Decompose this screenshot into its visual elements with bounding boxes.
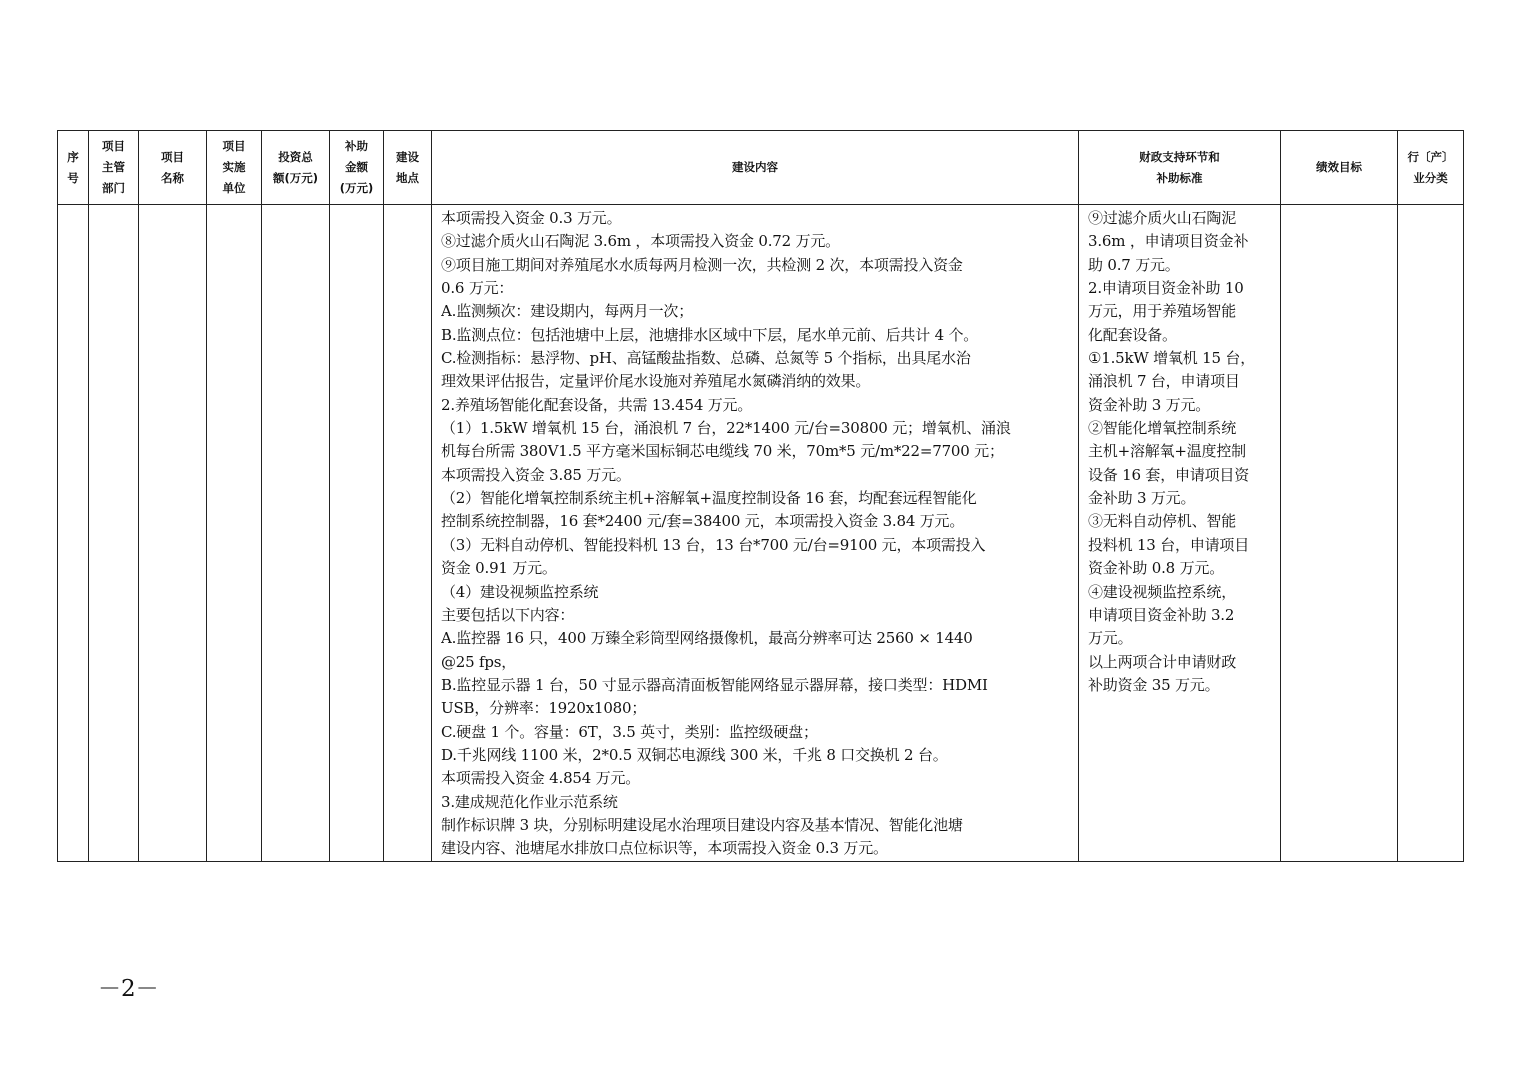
text-line: 额(万元) — [272, 170, 318, 185]
text-line: D.千兆网线 1100 米，2*0.5 双铜芯电源线 300 米，千兆 8 口交换机 2 台。 — [441, 745, 948, 764]
text-line: 控制系统控制器，16 套*2400 元/套=38400 元，本项需投入资金 3.84 万元。 — [441, 512, 965, 531]
text-line: 万元，用于养殖场智能 — [1088, 302, 1237, 321]
header-invest — [262, 131, 330, 205]
text-line: 设备 16 套，申请项目资 — [1088, 465, 1250, 484]
text-line: 建设 — [396, 149, 419, 164]
text-line: （2）智能化增氧控制系统主机+溶解氧+温度控制设备 16 套，均配套远程智能化 — [441, 489, 977, 508]
text-line: 申请项目资金补助 3.2 — [1088, 605, 1235, 624]
text-line: 资金补助 3 万元。 — [1088, 395, 1211, 414]
text-line: USB，分辨率：1920x1080； — [441, 699, 647, 718]
cell-invest — [262, 205, 330, 862]
text-line: （4）建设视频监控系统 — [441, 582, 599, 601]
text-line: 部门 — [102, 181, 125, 195]
header-site — [384, 131, 432, 205]
header-goal — [1281, 131, 1398, 205]
text-line: B.监测点位：包括池塘中上层，池塘排水区域中下层，尾水单元前、后共计 4 个。 — [441, 325, 979, 344]
text-line: 单位 — [222, 181, 246, 195]
text-line: ⑨过滤介质火山石陶泥 — [1088, 209, 1237, 227]
text-line: 3.建成规范化作业示范系统 — [441, 792, 618, 811]
finance-support-text — [1079, 205, 1280, 697]
text-line: （3）无料自动停机、智能投料机 13 台，13 台*700 元/台=9100 元，本项需投入 — [441, 535, 986, 554]
header-content — [432, 131, 1079, 205]
text-line: 财政支持环节和 — [1139, 149, 1220, 164]
text-line: A.监控器 16 只，400 万臻全彩筒型网络摄像机，最高分辨率可达 2560 × 1440 — [441, 629, 973, 648]
text-line: 化配套设备。 — [1088, 325, 1177, 344]
text-line: 涌浪机 7 台，申请项目 — [1088, 372, 1240, 391]
text-line: 本项需投入资金 4.854 万元。 — [441, 769, 641, 788]
text-line: C.检测指标：悬浮物、pH、高锰酸盐指数、总磷、总氮等 5 个指标，出具尾水治 — [441, 349, 971, 368]
text-line: （1）1.5kW 增氧机 15 台，涌浪机 7 台，22*1400 元/台=30800 元；增氧机、涌浪 — [441, 419, 1011, 438]
header-unit — [207, 131, 262, 205]
text-line: 助 0.7 万元。 — [1088, 255, 1180, 274]
cell-name — [139, 205, 207, 862]
cell-goal — [1281, 205, 1398, 862]
cell-site — [384, 205, 432, 862]
cell-finance — [1079, 205, 1281, 862]
text-line: ①1.5kW 增氧机 15 台， — [1088, 349, 1256, 368]
text-line: 建设内容 — [732, 160, 778, 174]
cell-dept — [89, 205, 139, 862]
text-line: 制作标识牌 3 块，分别标明建设尾水治理项目建设内容及基本情况、智能化池塘 — [441, 815, 963, 834]
text-line: 金额 — [345, 160, 368, 174]
text-line: ④建设视频监控系统， — [1088, 582, 1237, 601]
text-line: 投资总 — [278, 149, 313, 164]
text-line: 项目 — [222, 139, 246, 153]
header-dept — [89, 131, 139, 205]
text-line: 建设内容、池塘尾水排放口点位标识等，本项需投入资金 0.3 万元。 — [441, 839, 888, 858]
cell-unit — [207, 205, 262, 862]
text-line: 万元。 — [1088, 629, 1133, 648]
text-line: 理效果评估报告，定量评价尾水设施对养殖尾水氮磷消纳的效果。 — [441, 372, 871, 391]
construction-content-text — [432, 205, 1078, 861]
text-line: 机每台所需 380V1.5 平方毫米国标铜芯电缆线 70 米，70m*5 元/m*22=7700 元； — [441, 442, 1004, 461]
text-line: @25 fps， — [441, 652, 517, 671]
text-line: 本项需投入资金 0.3 万元。 — [441, 209, 622, 227]
text-line: 主机+溶解氧+温度控制 — [1088, 442, 1246, 461]
text-line: 地点 — [396, 170, 419, 185]
header-industry — [1398, 131, 1464, 205]
text-line: 号 — [67, 170, 79, 185]
text-line: 资金补助 0.8 万元。 — [1088, 559, 1224, 578]
text-line: 项目 — [102, 139, 125, 153]
text-line: 以上两项合计申请财政 — [1088, 652, 1237, 671]
text-line: ⑧过滤介质火山石陶泥 3.6m ，本项需投入资金 0.72 万元。 — [441, 232, 840, 251]
text-line: 补助标准 — [1156, 170, 1203, 185]
text-line: B.监控显示器 1 台，50 寸显示器高清面板智能网络显示器屏幕，接口类型：HDMI — [441, 675, 988, 694]
text-line: 补助 — [345, 139, 368, 153]
text-line: 0.6 万元： — [441, 279, 514, 298]
table-header-row — [58, 131, 1464, 205]
text-line: 主要包括以下内容： — [441, 605, 575, 624]
table-row — [58, 205, 1464, 862]
header-seq — [58, 131, 89, 205]
text-line: 主管 — [102, 160, 125, 174]
text-line: 2.养殖场智能化配套设备，共需 13.454 万元。 — [441, 395, 753, 414]
cell-content — [432, 205, 1079, 862]
cell-industry — [1398, 205, 1464, 862]
text-line: 资金 0.91 万元。 — [441, 559, 557, 578]
header-finance — [1079, 131, 1281, 205]
text-line: ⑨项目施工期间对养殖尾水水质每两月检测一次，共检测 2 次，本项需投入资金 — [441, 255, 963, 274]
text-line: 业分类 — [1413, 170, 1448, 185]
header-name — [139, 131, 207, 205]
project-table — [57, 130, 1464, 862]
text-line: C.硬盘 1 个。容量：6T，3.5 英寸，类别：监控级硬盘； — [441, 722, 818, 741]
text-line: (万元) — [339, 181, 374, 195]
cell-subsidy — [330, 205, 384, 862]
text-line: 行〔产〕 — [1407, 149, 1454, 164]
text-line: 绩效目标 — [1316, 160, 1362, 174]
text-line: 实施 — [222, 160, 246, 174]
text-line: 金补助 3 万元。 — [1088, 489, 1196, 508]
text-line: 补助资金 35 万元。 — [1088, 675, 1220, 694]
text-line: ③无料自动停机、智能 — [1088, 512, 1237, 531]
text-line: ②智能化增氧控制系统 — [1088, 419, 1237, 438]
text-line: 本项需投入资金 3.85 万元。 — [441, 465, 631, 484]
text-line: 3.6m ，申请项目资金补 — [1088, 232, 1249, 251]
cell-seq — [58, 205, 89, 862]
text-line: 序 — [67, 149, 79, 164]
text-line: 名称 — [161, 170, 184, 185]
text-line: 投料机 13 台，申请项目 — [1088, 535, 1250, 554]
text-line: 2.申请项目资金补助 10 — [1088, 279, 1244, 298]
header-subsidy — [330, 131, 384, 205]
text-line: 项目 — [161, 149, 184, 164]
text-line: A.监测频次：建设期内，每两月一次； — [441, 302, 694, 321]
page-number: －2－ — [98, 976, 159, 1002]
